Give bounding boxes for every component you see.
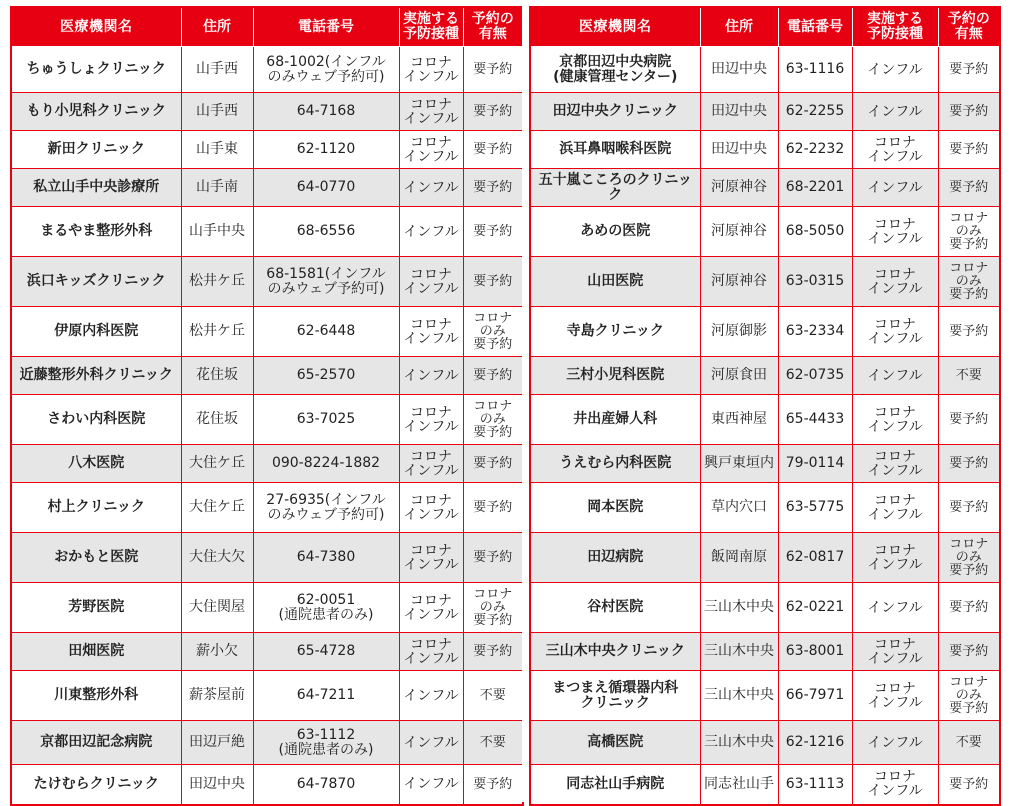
clinic-name: さわい内科医院 xyxy=(11,395,181,445)
clinic-address: 薪小欠 xyxy=(181,633,253,671)
clinic-reservation: 要予約 xyxy=(938,93,1000,131)
clinic-phone: 68-6556 xyxy=(253,207,399,257)
clinic-reservation: 要予約 xyxy=(463,207,523,257)
clinic-vaccine: コロナ インフル xyxy=(399,583,463,633)
clinic-name: ちゅうしょクリニック xyxy=(11,47,181,93)
clinic-name: まつまえ循環器内科 クリニック xyxy=(530,671,700,721)
clinic-reservation: 要予約 xyxy=(938,169,1000,207)
header-name: 医療機関名 xyxy=(530,7,700,47)
table-row xyxy=(11,395,523,445)
clinic-vaccine: インフル xyxy=(852,721,938,765)
clinic-reservation: 不要 xyxy=(938,357,1000,395)
clinic-name: 田畑医院 xyxy=(11,633,181,671)
table-row xyxy=(530,583,1000,633)
clinic-phone: 63-8001 xyxy=(778,633,852,671)
clinic-reservation: コロナ のみ 要予約 xyxy=(463,307,523,357)
clinic-address: 大住関屋 xyxy=(181,583,253,633)
clinic-name: 浜口キッズクリニック xyxy=(11,257,181,307)
clinic-name: まるやま整形外科 xyxy=(11,207,181,257)
table-row xyxy=(530,483,1000,533)
table-row xyxy=(530,131,1000,169)
clinic-phone: 63-7025 xyxy=(253,395,399,445)
clinic-address: 河原神谷 xyxy=(700,169,778,207)
clinic-vaccine: インフル xyxy=(399,207,463,257)
table-row xyxy=(11,633,523,671)
clinic-vaccine: コロナ インフル xyxy=(852,671,938,721)
table-row xyxy=(11,307,523,357)
clinic-reservation: 要予約 xyxy=(938,307,1000,357)
table-header-row xyxy=(11,7,523,47)
clinic-phone: 63-2334 xyxy=(778,307,852,357)
clinic-phone: 64-7380 xyxy=(253,533,399,583)
clinic-address: 田辺中央 xyxy=(700,47,778,93)
clinic-vaccine: コロナ インフル xyxy=(852,131,938,169)
table-row xyxy=(11,721,523,765)
clinic-vaccine: インフル xyxy=(399,765,463,805)
table-row xyxy=(530,93,1000,131)
clinic-vaccine: インフル xyxy=(852,357,938,395)
clinic-address: 興戸東垣内 xyxy=(700,445,778,483)
clinic-phone: 65-4433 xyxy=(778,395,852,445)
clinic-reservation: 要予約 xyxy=(938,765,1000,805)
clinic-name: 田辺中央クリニック xyxy=(530,93,700,131)
clinic-reservation: コロナ のみ 要予約 xyxy=(938,257,1000,307)
clinic-name: うえむら内科医院 xyxy=(530,445,700,483)
clinic-name: 川東整形外科 xyxy=(11,671,181,721)
clinic-address: 河原神谷 xyxy=(700,257,778,307)
clinic-address: 三山木中央 xyxy=(700,671,778,721)
clinic-name: 谷村医院 xyxy=(530,583,700,633)
clinic-vaccine: インフル xyxy=(399,671,463,721)
clinic-address: 東西神屋 xyxy=(700,395,778,445)
header-reservation: 予約の 有無 xyxy=(463,7,523,47)
clinic-reservation: 要予約 xyxy=(463,93,523,131)
clinic-name: 山田医院 xyxy=(530,257,700,307)
clinic-vaccine: コロナ インフル xyxy=(399,47,463,93)
clinic-vaccine: コロナ インフル xyxy=(399,395,463,445)
clinic-phone: 63-1116 xyxy=(778,47,852,93)
clinic-address: 河原神谷 xyxy=(700,207,778,257)
clinic-name: 三村小児科医院 xyxy=(530,357,700,395)
clinic-vaccine: インフル xyxy=(852,93,938,131)
clinic-phone: 64-7211 xyxy=(253,671,399,721)
table-row xyxy=(530,671,1000,721)
clinic-address: 田辺中央 xyxy=(700,131,778,169)
header-phone: 電話番号 xyxy=(778,7,852,47)
clinic-reservation: 要予約 xyxy=(463,131,523,169)
clinic-vaccine: コロナ インフル xyxy=(399,93,463,131)
table-row xyxy=(11,483,523,533)
table-row xyxy=(530,633,1000,671)
table-row xyxy=(11,583,523,633)
clinic-name: たけむらクリニック xyxy=(11,765,181,805)
clinic-reservation: 要予約 xyxy=(938,395,1000,445)
clinic-address: 河原御影 xyxy=(700,307,778,357)
clinic-reservation: 要予約 xyxy=(463,445,523,483)
clinic-vaccine: コロナ インフル xyxy=(399,445,463,483)
clinic-vaccine: コロナ インフル xyxy=(852,307,938,357)
table-header-row xyxy=(530,7,1000,47)
clinic-name: 私立山手中央診療所 xyxy=(11,169,181,207)
table-row xyxy=(530,445,1000,483)
clinic-phone: 62-1216 xyxy=(778,721,852,765)
clinic-phone: 27-6935(インフル のみウェブ予約可) xyxy=(253,483,399,533)
clinic-vaccine: インフル xyxy=(399,357,463,395)
clinic-address: 松井ケ丘 xyxy=(181,307,253,357)
table-row xyxy=(530,257,1000,307)
clinic-address: 花住坂 xyxy=(181,357,253,395)
clinic-address: 飯岡南原 xyxy=(700,533,778,583)
clinic-reservation: コロナ のみ 要予約 xyxy=(938,671,1000,721)
clinic-reservation: 不要 xyxy=(463,671,523,721)
clinic-vaccine: コロナ インフル xyxy=(399,131,463,169)
clinic-phone: 63-1112 (通院患者のみ) xyxy=(253,721,399,765)
clinic-phone: 64-0770 xyxy=(253,169,399,207)
table-row xyxy=(530,169,1000,207)
header-vaccine: 実施する 予防接種 xyxy=(399,7,463,47)
clinic-phone: 62-0735 xyxy=(778,357,852,395)
clinic-name: 高橋医院 xyxy=(530,721,700,765)
clinic-phone: 62-1120 xyxy=(253,131,399,169)
clinic-reservation: コロナ のみ 要予約 xyxy=(938,533,1000,583)
clinic-phone: 63-0315 xyxy=(778,257,852,307)
clinic-reservation: 不要 xyxy=(463,721,523,765)
clinic-address: 三山木中央 xyxy=(700,633,778,671)
clinic-address: 河原食田 xyxy=(700,357,778,395)
clinic-vaccine: インフル xyxy=(399,721,463,765)
clinic-reservation: コロナ のみ 要予約 xyxy=(463,395,523,445)
clinic-phone: 63-1113 xyxy=(778,765,852,805)
clinic-reservation: 要予約 xyxy=(463,633,523,671)
clinic-vaccine: インフル xyxy=(399,169,463,207)
clinic-reservation: 要予約 xyxy=(463,765,523,805)
clinic-phone: 65-4728 xyxy=(253,633,399,671)
clinic-name: 伊原内科医院 xyxy=(11,307,181,357)
clinic-reservation: 要予約 xyxy=(463,483,523,533)
clinic-address: 大住ケ丘 xyxy=(181,483,253,533)
table-row xyxy=(530,765,1000,805)
table-row xyxy=(11,257,523,307)
table-row xyxy=(530,395,1000,445)
clinic-table-right xyxy=(529,6,1001,806)
clinic-phone: 68-2201 xyxy=(778,169,852,207)
clinic-address: 山手中央 xyxy=(181,207,253,257)
clinic-name: 岡本医院 xyxy=(530,483,700,533)
table-row xyxy=(11,93,523,131)
clinic-name: 芳野医院 xyxy=(11,583,181,633)
clinic-vaccine: コロナ インフル xyxy=(852,207,938,257)
header-address: 住所 xyxy=(181,7,253,47)
clinic-address: 田辺中央 xyxy=(181,765,253,805)
table-row xyxy=(11,207,523,257)
clinic-address: 花住坂 xyxy=(181,395,253,445)
clinic-reservation: 要予約 xyxy=(938,483,1000,533)
table-row xyxy=(11,445,523,483)
clinic-address: 山手西 xyxy=(181,47,253,93)
clinic-reservation: 要予約 xyxy=(463,533,523,583)
clinic-phone: 64-7870 xyxy=(253,765,399,805)
clinic-phone: 63-5775 xyxy=(778,483,852,533)
clinic-address: 田辺戸絶 xyxy=(181,721,253,765)
clinic-name: あめの医院 xyxy=(530,207,700,257)
clinic-vaccine: インフル xyxy=(852,47,938,93)
header-vaccine: 実施する 予防接種 xyxy=(852,7,938,47)
table-row xyxy=(530,721,1000,765)
clinic-name: 京都田辺記念病院 xyxy=(11,721,181,765)
clinic-reservation: 要予約 xyxy=(463,47,523,93)
header-reservation: 予約の 有無 xyxy=(938,7,1000,47)
table-row xyxy=(11,169,523,207)
clinic-name: おかもと医院 xyxy=(11,533,181,583)
clinic-address: 松井ケ丘 xyxy=(181,257,253,307)
clinic-reservation: 要予約 xyxy=(938,131,1000,169)
clinic-address: 山手西 xyxy=(181,93,253,131)
clinic-phone: 62-0051 (通院患者のみ) xyxy=(253,583,399,633)
table-row xyxy=(530,357,1000,395)
table-row xyxy=(11,47,523,93)
clinic-phone: 68-5050 xyxy=(778,207,852,257)
clinic-list xyxy=(10,6,1000,802)
table-row xyxy=(530,47,1000,93)
clinic-name: 八木医院 xyxy=(11,445,181,483)
table-divider xyxy=(522,6,529,802)
table-row xyxy=(11,765,523,805)
clinic-vaccine: インフル xyxy=(852,169,938,207)
clinic-vaccine: コロナ インフル xyxy=(852,445,938,483)
clinic-phone: 62-2255 xyxy=(778,93,852,131)
clinic-address: 三山木中央 xyxy=(700,583,778,633)
clinic-address: 薪茶屋前 xyxy=(181,671,253,721)
clinic-reservation: コロナ のみ 要予約 xyxy=(463,583,523,633)
clinic-phone: 62-2232 xyxy=(778,131,852,169)
clinic-vaccine: コロナ インフル xyxy=(399,533,463,583)
clinic-reservation: 要予約 xyxy=(938,445,1000,483)
table-row xyxy=(530,307,1000,357)
clinic-phone: 62-6448 xyxy=(253,307,399,357)
header-phone: 電話番号 xyxy=(253,7,399,47)
clinic-name: 田辺病院 xyxy=(530,533,700,583)
clinic-reservation: 不要 xyxy=(938,721,1000,765)
clinic-name: 浜耳鼻咽喉科医院 xyxy=(530,131,700,169)
clinic-vaccine: コロナ インフル xyxy=(852,257,938,307)
table-row xyxy=(530,533,1000,583)
clinic-name: 寺島クリニック xyxy=(530,307,700,357)
clinic-address: 大住大欠 xyxy=(181,533,253,583)
clinic-phone: 65-2570 xyxy=(253,357,399,395)
clinic-name: 新田クリニック xyxy=(11,131,181,169)
clinic-name: もり小児科クリニック xyxy=(11,93,181,131)
clinic-reservation: コロナ のみ 要予約 xyxy=(938,207,1000,257)
clinic-vaccine: コロナ インフル xyxy=(399,483,463,533)
clinic-address: 田辺中央 xyxy=(700,93,778,131)
clinic-address: 大住ケ丘 xyxy=(181,445,253,483)
clinic-vaccine: コロナ インフル xyxy=(852,483,938,533)
clinic-table-left xyxy=(10,6,524,806)
clinic-vaccine: コロナ インフル xyxy=(852,765,938,805)
clinic-address: 山手南 xyxy=(181,169,253,207)
table-row xyxy=(11,131,523,169)
clinic-name: 近藤整形外科クリニック xyxy=(11,357,181,395)
table-row xyxy=(11,671,523,721)
header-address: 住所 xyxy=(700,7,778,47)
clinic-phone: 62-0817 xyxy=(778,533,852,583)
clinic-reservation: 要予約 xyxy=(463,169,523,207)
clinic-address: 三山木中央 xyxy=(700,721,778,765)
clinic-vaccine: インフル xyxy=(852,583,938,633)
table-row xyxy=(11,357,523,395)
clinic-reservation: 要予約 xyxy=(463,357,523,395)
clinic-name: 五十嵐こころのクリニック xyxy=(530,169,700,207)
clinic-vaccine: コロナ インフル xyxy=(852,633,938,671)
table-row xyxy=(530,207,1000,257)
clinic-name: 三山木中央クリニック xyxy=(530,633,700,671)
table-row xyxy=(11,533,523,583)
clinic-phone: 090-8224-1882 xyxy=(253,445,399,483)
clinic-phone: 79-0114 xyxy=(778,445,852,483)
clinic-vaccine: コロナ インフル xyxy=(399,257,463,307)
clinic-address: 同志社山手 xyxy=(700,765,778,805)
clinic-phone: 68-1002(インフル のみウェブ予約可) xyxy=(253,47,399,93)
clinic-vaccine: コロナ インフル xyxy=(852,533,938,583)
clinic-vaccine: コロナ インフル xyxy=(852,395,938,445)
clinic-address: 山手東 xyxy=(181,131,253,169)
clinic-reservation: 要予約 xyxy=(463,257,523,307)
clinic-name: 井出産婦人科 xyxy=(530,395,700,445)
clinic-phone: 66-7971 xyxy=(778,671,852,721)
clinic-name: 村上クリニック xyxy=(11,483,181,533)
clinic-vaccine: コロナ インフル xyxy=(399,307,463,357)
clinic-address: 草内穴口 xyxy=(700,483,778,533)
header-name: 医療機関名 xyxy=(11,7,181,47)
clinic-reservation: 要予約 xyxy=(938,47,1000,93)
clinic-phone: 62-0221 xyxy=(778,583,852,633)
clinic-phone: 68-1581(インフル のみウェブ予約可) xyxy=(253,257,399,307)
clinic-vaccine: コロナ インフル xyxy=(399,633,463,671)
clinic-reservation: 要予約 xyxy=(938,633,1000,671)
clinic-phone: 64-7168 xyxy=(253,93,399,131)
clinic-name: 同志社山手病院 xyxy=(530,765,700,805)
clinic-name: 京都田辺中央病院 (健康管理センター) xyxy=(530,47,700,93)
clinic-reservation: 要予約 xyxy=(938,583,1000,633)
